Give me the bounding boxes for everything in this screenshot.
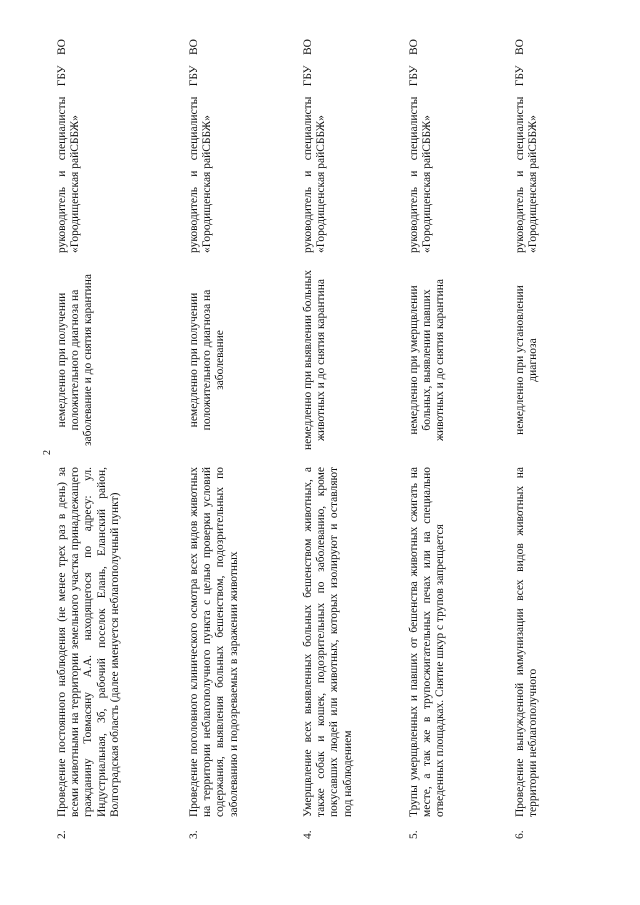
table-row bbox=[510, 33, 590, 845]
measure-responsible: руководитель и специалисты ГБУ ВО «Городищенская райСББЖ» bbox=[188, 39, 214, 253]
measure-responsible: руководитель и специалисты ГБУ ВО «Городищенская райСББЖ» bbox=[408, 39, 434, 253]
row-number: 5. bbox=[408, 830, 420, 839]
row-number: 6. bbox=[514, 830, 526, 839]
row-number: 3. bbox=[188, 830, 200, 839]
measure-term: немедленно при получении положительного диагноза на заболевание и до снятия карантина bbox=[56, 274, 95, 446]
measure-responsible: руководитель и специалисты ГБУ ВО «Городищенская райСББЖ» bbox=[302, 39, 328, 253]
row-number: 4. bbox=[302, 830, 314, 839]
page-number: 2 bbox=[42, 450, 53, 455]
measures-table bbox=[52, 33, 590, 845]
table-row bbox=[52, 33, 184, 845]
measure-term: немедленно при установлении диагноза bbox=[514, 285, 540, 435]
table-row bbox=[298, 33, 404, 845]
measure-text: Проведение вынужденной иммунизации всех видов животных на территории неблагополучного bbox=[514, 467, 540, 817]
row-number: 2. bbox=[56, 830, 68, 839]
measure-responsible: руководитель и специалисты ГБУ ВО «Городищенская райСББЖ» bbox=[56, 39, 82, 253]
measure-text: Умерщвление всех выявленных больных бешенством животных, а также собак и кошек, подозрительных по заболеванию, кроме покусавших людей или животных, которых изолируют и оставляют под наблюдением bbox=[302, 467, 354, 817]
measure-term: немедленно при получении положительного диагноза на заболевание bbox=[188, 289, 227, 431]
measure-text: Проведение поголовного клинического осмотра всех видов животных на территории неблагополучного пункта с целью проверки условий содержания, выявления больных бешенством, подозрительных по заболеванию и подозреваемых в заражении животных bbox=[188, 467, 240, 817]
measure-text: Проведение постоянного наблюдения (не менее трех раз в день) за всеми животными на территории земельного участка принадлежащего гражданину Товмасяну А.А. находящегося по адресу: ул. Индустриальная, 3б, рабочий поселок Елань, Еланский район, Волгоградская область (далее именуется неблагополучный пункт) bbox=[56, 467, 121, 817]
measure-term: немедленно при выявлении больных животных и до снятия карантина bbox=[302, 269, 328, 451]
table-row bbox=[404, 33, 510, 845]
measure-responsible: руководитель и специалисты ГБУ ВО «Городищенская райСББЖ» bbox=[514, 39, 540, 253]
table-row bbox=[184, 33, 298, 845]
measure-term: немедленно при умерщвлении больных, выявлении павших животных и до снятия карантина bbox=[408, 279, 447, 441]
measure-text: Трупы умерщвленных и павших от бешенства животных сжигать на месте, а так же в трупосжигательных печах или на специально отведенных площадках. Снятие шкур с трупов запрещается bbox=[408, 467, 447, 817]
